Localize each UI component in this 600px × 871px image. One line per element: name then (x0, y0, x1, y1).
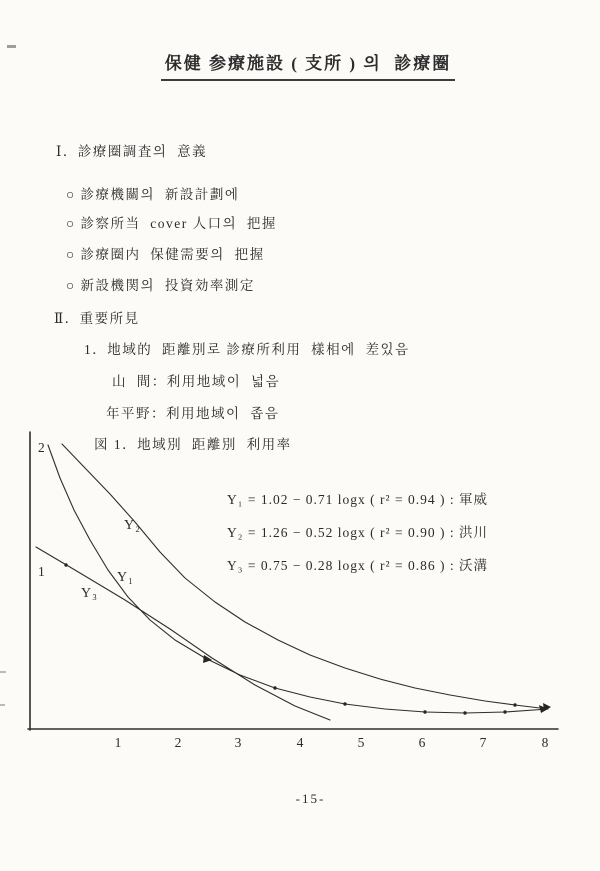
arrowhead-icon (543, 703, 551, 711)
x-tick-label: 7 (479, 735, 487, 750)
x-tick-label: 1 (114, 735, 122, 750)
x-tick-label: 5 (357, 735, 365, 750)
x-tick-label: 6 (418, 735, 426, 750)
sub-finding-mountain: 山 間：利用地域이 넓음 (112, 374, 281, 389)
bullet-item-1: ○ 診療機關의 新設計劃에 (66, 187, 240, 202)
page-title: 保健 参療施設 ( 支所 ) 의 診療圈 (161, 49, 456, 81)
finding-line: 1．地域的 距離別로 診療所利用 樣相에 差있음 (84, 342, 410, 357)
x-tick-label: 3 (234, 735, 242, 750)
section-heading-1: Ⅰ．診療圈調査의 意義 (56, 144, 208, 159)
x-tick-label: 2 (174, 735, 182, 750)
curve-label-y1: Y₁ (117, 570, 134, 585)
section-heading-2: Ⅱ．重要所見 (54, 311, 140, 326)
x-tick-label: 8 (541, 735, 549, 750)
page-number-row (0, 775, 600, 823)
equation-y2: Y₂ = 1.26 − 0.52 logx ( r² = 0.90 ) : 洪川 (227, 525, 488, 540)
equation-y3: Y₃ = 0.75 − 0.28 logx ( r² = 0.86 ) : 沃溝 (227, 558, 488, 573)
curve-label-y3: Y₃ (81, 586, 98, 601)
bullet-item-2: ○ 診察所当 cover 人口의 把握 (66, 216, 277, 231)
figure-caption: 図 1．地域別 距離別 利用率 (94, 437, 292, 452)
page-number: -15- (295, 791, 326, 806)
title-row (0, 31, 600, 99)
y-tick-label-1: 1 (38, 564, 45, 579)
curve-y3-okgu (36, 547, 330, 720)
bullet-item-3: ○ 診療圈内 保健需要의 把握 (66, 247, 265, 262)
bullet-item-4: ○ 新設機関의 投資効率測定 (66, 278, 255, 293)
x-tick-label: 4 (296, 735, 304, 750)
y-tick-label-2: 2 (38, 440, 45, 455)
data-point-markers (64, 563, 551, 714)
curve-y2-hongcheon (62, 444, 548, 709)
sub-finding-plain: 年平野：利用地域이 좁음 (106, 406, 280, 421)
curve-label-y2: Y₂ (124, 518, 141, 533)
arrowhead-icon (203, 655, 212, 663)
equation-y1: Y₁ = 1.02 − 0.71 logx ( r² = 0.94 ) : 軍威 (227, 492, 488, 507)
